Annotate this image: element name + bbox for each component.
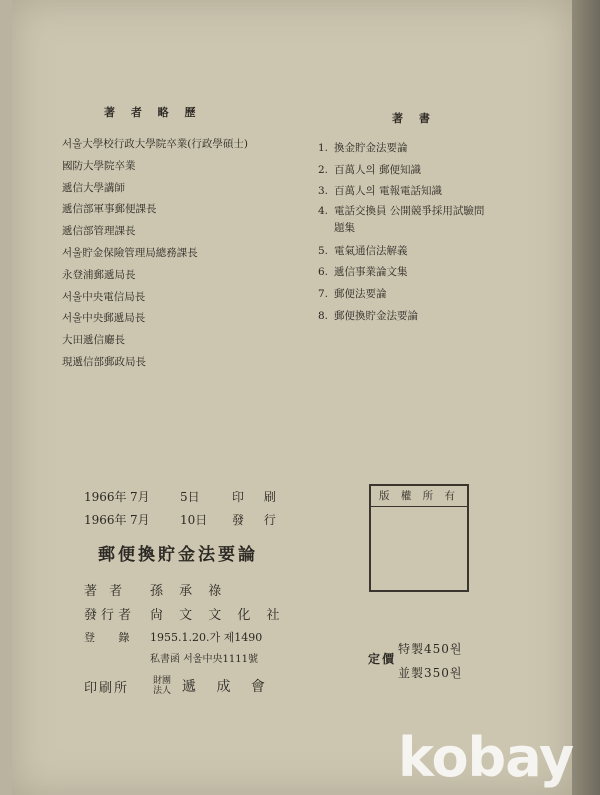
works-item bbox=[318, 241, 558, 263]
works-item bbox=[318, 181, 558, 203]
author-name: 孫 承 祿 bbox=[150, 584, 228, 599]
issue-action: 發 行 bbox=[232, 513, 284, 527]
watermark-logo: kobay bbox=[398, 726, 574, 789]
works-item bbox=[318, 306, 558, 328]
works-item bbox=[318, 284, 558, 306]
career-item: 現遞信部郵政局長 bbox=[62, 355, 146, 368]
works-num: 6. bbox=[318, 266, 329, 279]
works-num: 8. bbox=[318, 309, 329, 322]
registration-label: 登 錄 bbox=[84, 631, 140, 644]
career-item: 서울中央郵遞局長 bbox=[62, 312, 146, 325]
works-title: 郵便換貯金法要論 bbox=[334, 309, 418, 322]
print-month: 7月 bbox=[130, 490, 150, 504]
career-item: 서울大學校行政大學院卒業(行政學碩士) bbox=[62, 138, 248, 150]
career-list bbox=[62, 134, 312, 374]
career-heading: 著 者 略 歷 bbox=[104, 106, 202, 119]
works-title: 電話交換員 公開競爭採用試驗問題集 bbox=[334, 204, 485, 234]
career-item: 遞信部軍事郵便課長 bbox=[62, 203, 157, 216]
printer-name: 遞 成 會 bbox=[182, 679, 273, 695]
issue-year: 1966年 bbox=[84, 513, 127, 527]
works-num: 5. bbox=[318, 244, 329, 257]
works-item bbox=[318, 160, 558, 182]
price-label: 定價 bbox=[368, 652, 397, 666]
works-title: 百萬人의 電報電話知識 bbox=[334, 185, 442, 198]
career-item: 遞信部管理課長 bbox=[62, 225, 136, 238]
publisher-label: 發行者 bbox=[84, 608, 136, 623]
author-label: 著 者 bbox=[84, 584, 127, 599]
career-item: 서울中央電信局長 bbox=[62, 290, 146, 303]
issue-day: 10日 bbox=[180, 513, 208, 527]
print-day: 5日 bbox=[180, 490, 200, 504]
print-date-row bbox=[84, 488, 284, 505]
works-item bbox=[318, 138, 558, 160]
print-action: 印 刷 bbox=[232, 490, 284, 504]
works-title: 遞信事業論文集 bbox=[334, 266, 408, 279]
printer-corp-line1: 財團 bbox=[152, 676, 171, 686]
career-item: 永登浦郵遞局長 bbox=[62, 268, 136, 281]
registration-row bbox=[84, 629, 262, 645]
works-num: 7. bbox=[318, 287, 329, 300]
works-num: 1. bbox=[318, 142, 329, 154]
printer-row bbox=[84, 676, 273, 696]
book-title: 郵便換貯金法要論 bbox=[98, 545, 258, 565]
works-num: 2. bbox=[318, 163, 329, 176]
price-special: 特製450원 bbox=[398, 642, 463, 656]
career-item: 國防大學院卒業 bbox=[62, 159, 136, 172]
po-box: 私書函 서울中央1111號 bbox=[150, 654, 258, 665]
career-item: 遞信大學講師 bbox=[62, 181, 125, 194]
printer-label: 印刷所 bbox=[84, 680, 130, 696]
registration-value: 1955.1.20.가 제1490 bbox=[150, 631, 263, 644]
copyright-stamp-box bbox=[369, 484, 469, 592]
print-year: 1966年 bbox=[84, 490, 127, 504]
printer-corp-type bbox=[150, 676, 174, 696]
copyright-label: 版 權 所 有 bbox=[371, 486, 467, 507]
works-title: 換金貯金法要論 bbox=[334, 142, 408, 154]
publisher-row bbox=[84, 604, 286, 623]
issue-month: 7月 bbox=[130, 513, 150, 527]
price-regular: 並製350원 bbox=[398, 666, 463, 680]
printer-corp-line2: 法人 bbox=[152, 686, 171, 696]
page-edge bbox=[572, 0, 600, 795]
author-row bbox=[84, 580, 227, 599]
works-list bbox=[318, 138, 558, 327]
publisher-name: 尙 文 文 化 社 bbox=[150, 608, 286, 623]
works-item bbox=[318, 203, 558, 237]
works-heading: 著 書 bbox=[392, 112, 436, 125]
works-title: 百萬人의 郵便知識 bbox=[334, 163, 421, 176]
issue-date-row bbox=[84, 511, 284, 528]
works-title: 郵便法要論 bbox=[334, 287, 387, 300]
works-item bbox=[318, 262, 558, 284]
works-num: 4. bbox=[318, 204, 329, 217]
works-title: 電氣通信法解義 bbox=[334, 244, 408, 257]
career-item: 서울貯金保險管理局總務課長 bbox=[62, 246, 198, 259]
works-num: 3. bbox=[318, 185, 329, 198]
career-item: 大田遞信廳長 bbox=[62, 334, 125, 347]
